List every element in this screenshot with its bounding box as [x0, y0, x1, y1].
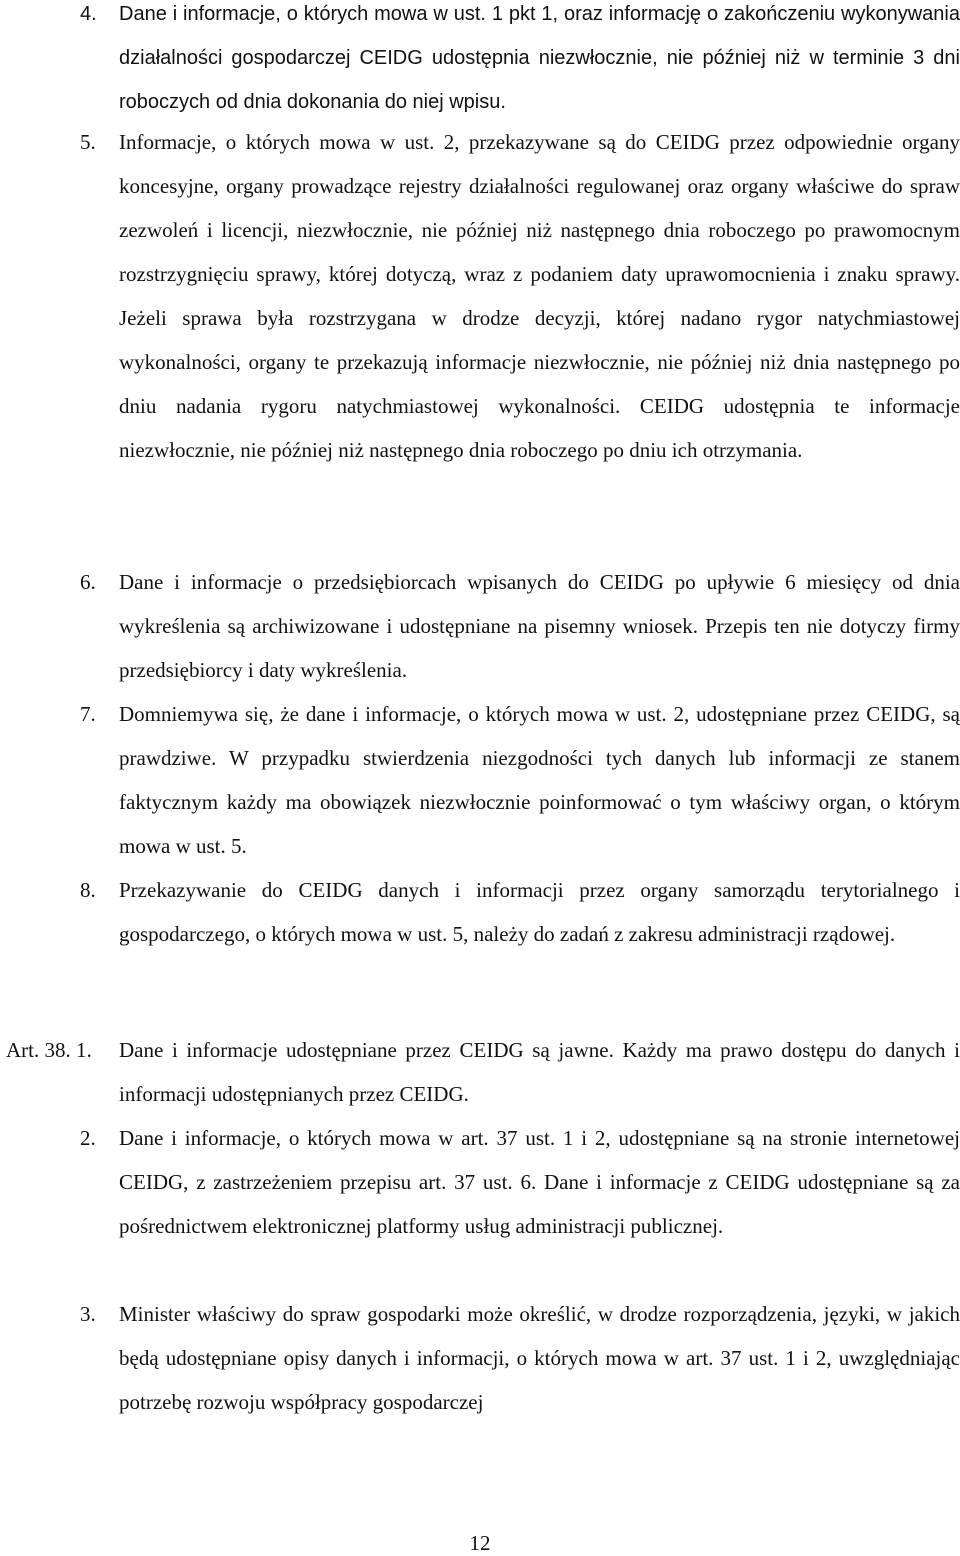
article-38-section-2	[80, 1116, 960, 1248]
article-38-section-1	[0, 1028, 960, 1116]
article-heading: Art. 38. 1.	[6, 1038, 92, 1062]
article-38-section-3	[80, 1292, 960, 1424]
page-number: 12	[469, 1531, 491, 1555]
paragraph-text: Domniemywa się, że dane i informacje, o których mowa w ust. 2, udostępniane przez CEIDG, są prawdziwe. W przypadku stwierdzenia niezgodności tych danych lub informacji ze stanem faktycznym każdy ma obowiązek niezwłocznie poinformować o tym właściwy organ, o którym mowa w ust. 5.	[119, 702, 960, 858]
paragraph-text: Przekazywanie do CEIDG danych i informacji przez organy samorządu terytorialnego i gospodarczego, o których mowa w ust. 5, należy do zadań z zakresu administracji rządowej.	[119, 878, 960, 946]
paragraph-5	[80, 120, 960, 472]
paragraph-number: 7.	[80, 702, 96, 726]
paragraph-text: Informacje, o których mowa w ust. 2, przekazywane są do CEIDG przez odpowiednie organy koncesyjne, organy prowadzące rejestry działalności regulowanej oraz organy właściwe do spraw zezwoleń i licencji, niezwłocznie, nie później niż następnego dnia roboczego po prawomocnym rozstrzygnięciu sprawy, której dotyczą, wraz z podaniem daty uprawomocnienia i znaku sprawy. Jeżeli sprawa była rozstrzygana w drodze decyzji, której nadano rygor natychmiastowej wykonalności, organy te przekazują informacje niezwłocznie, nie później niż dnia następnego po dniu nadania rygoru natychmiastowej wykonalności. CEIDG udostępnia te informacje niezwłocznie, nie później niż następnego dnia roboczego po dniu ich otrzymania.	[119, 130, 960, 462]
paragraph-number: 3.	[80, 1302, 96, 1326]
paragraph-number: 5.	[80, 130, 96, 154]
paragraph-number: 6.	[80, 570, 96, 594]
article-paragraph-1: Dane i informacje udostępniane przez CEIDG są jawne. Każdy ma prawo dostępu do danych i informacji udostępnianych przez CEIDG.	[119, 1038, 960, 1106]
paragraph-number: 2.	[80, 1126, 96, 1150]
paragraph-number: 4.	[80, 3, 97, 25]
paragraph-text: Minister właściwy do spraw gospodarki może określić, w drodze rozporządzenia, języki, w jakich będą udostępniane opisy danych i informacji, o których mowa w art. 37 ust. 1 i 2, uwzględniając potrzebę rozwoju współpracy gospodarczej	[119, 1302, 960, 1414]
paragraph-text: Dane i informacje, o których mowa w art. 37 ust. 1 i 2, udostępniane są na stronie internetowej CEIDG, z zastrzeżeniem przepisu art. 37 ust. 6. Dane i informacje z CEIDG udostępniane są za pośrednictwem elektronicznej platformy usług administracji publicznej.	[119, 1126, 960, 1238]
paragraph-number: 8.	[80, 878, 96, 902]
paragraph-8	[80, 868, 960, 956]
paragraph-6	[80, 560, 960, 692]
paragraph-text: Dane i informacje o przedsiębiorcach wpisanych do CEIDG po upływie 6 miesięcy od dnia wykreślenia są archiwizowane i udostępniane na pisemny wniosek. Przepis ten nie dotyczy firmy przedsiębiorcy i daty wykreślenia.	[119, 570, 960, 682]
paragraph-text: Dane i informacje, o których mowa w ust. 1 pkt 1, oraz informację o zakończeniu wykonywania działalności gospodarczej CEIDG udostępnia niezwłocznie, nie później niż w terminie 3 dni roboczych od dnia dokonania do niej wpisu.	[119, 3, 960, 113]
paragraph-4	[80, 0, 960, 124]
paragraph-7	[80, 692, 960, 868]
